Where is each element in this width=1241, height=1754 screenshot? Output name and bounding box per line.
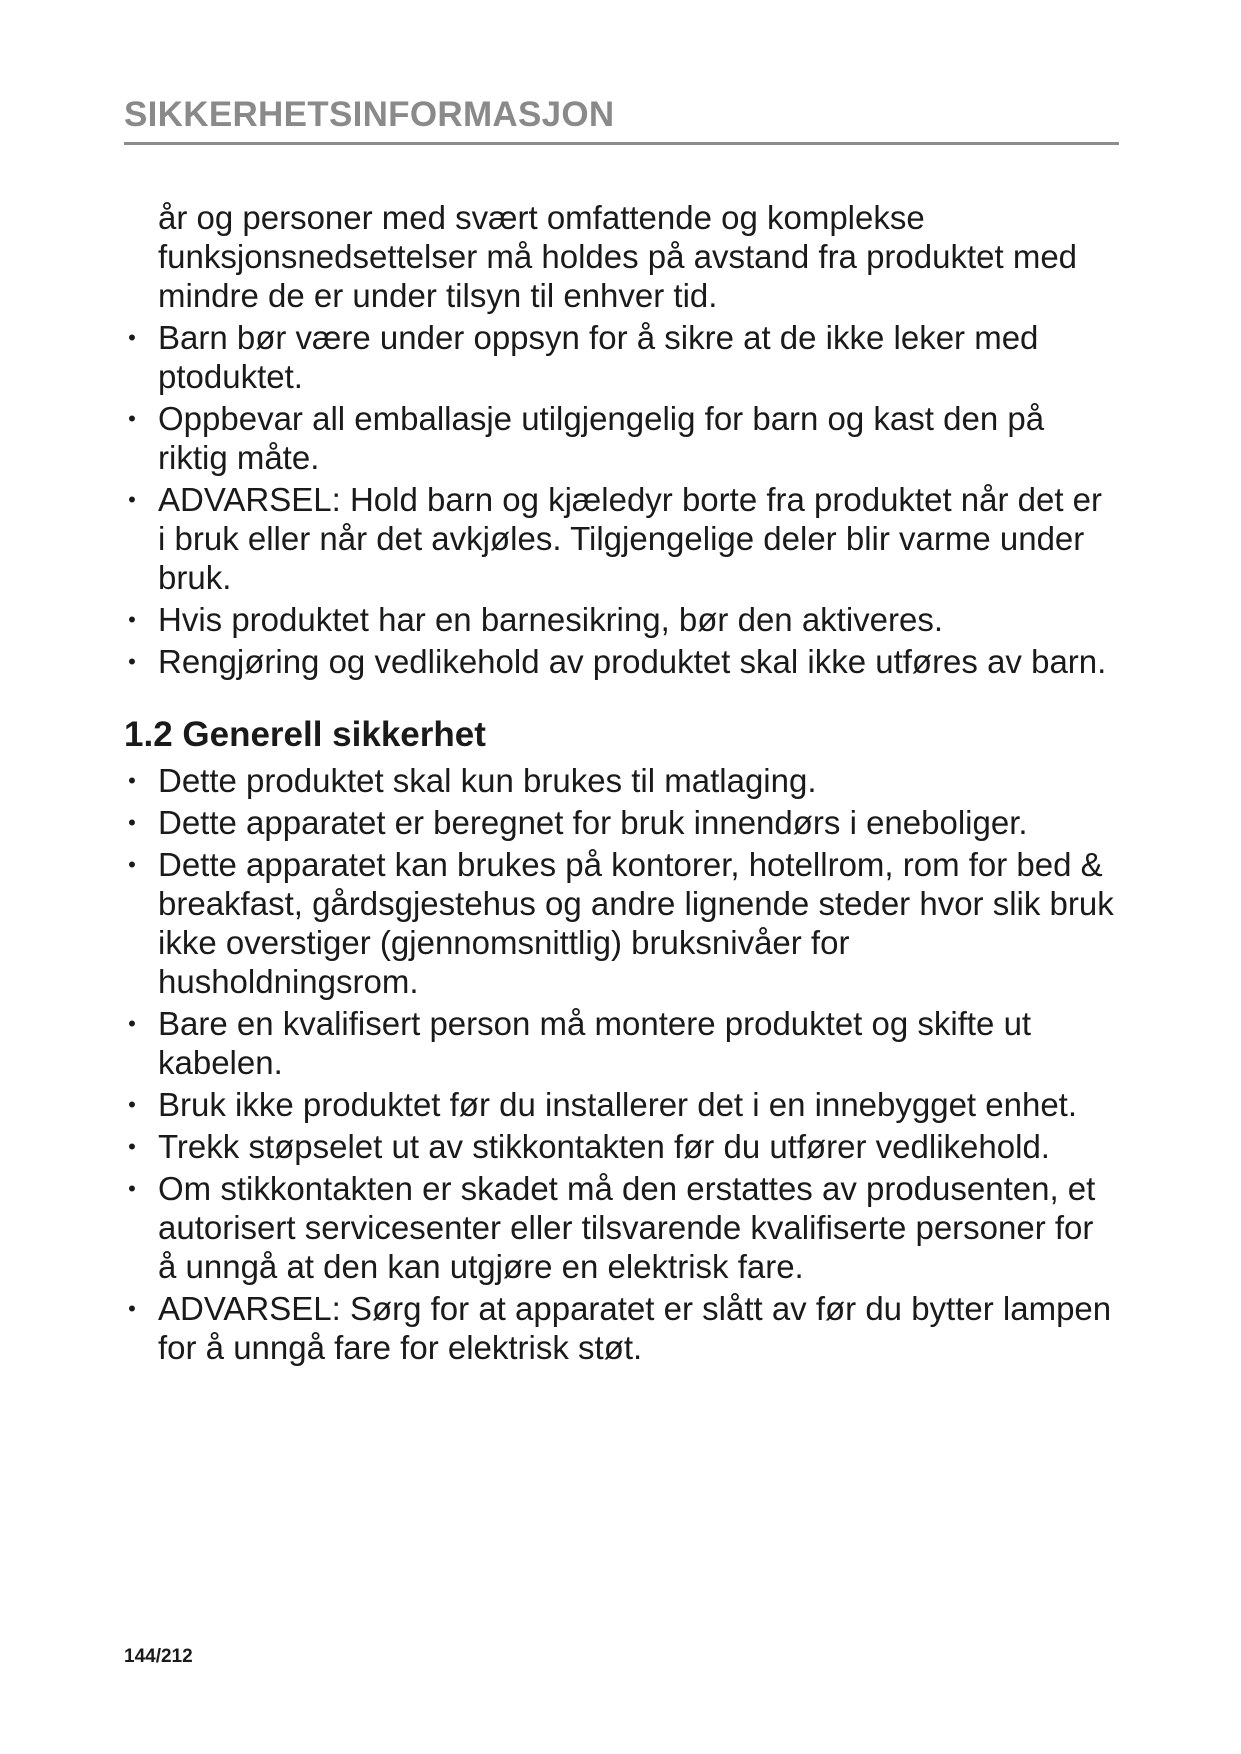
bullet-icon: • xyxy=(128,768,136,793)
bullet-icon: • xyxy=(128,1092,136,1117)
list-item-text: ADVARSEL: Sørg for at apparatet er slått av før du bytter lampen for å unngå fare for elektrisk støt. xyxy=(158,1290,1112,1366)
list-item-text: Hvis produktet har en barnesikring, bør den aktiveres. xyxy=(158,601,944,638)
list-item xyxy=(124,1004,1114,1082)
bullet-icon: • xyxy=(128,649,136,674)
bullet-icon: • xyxy=(128,487,136,512)
bullet-icon: • xyxy=(128,607,136,632)
page-number: 144/212 xyxy=(124,1646,193,1667)
list-item-text: ADVARSEL: Hold barn og kjæledyr borte fra produktet når det er i bruk eller når det avkjøles. Tilgjengelige deler blir varme under bruk. xyxy=(158,481,1103,596)
list-item-text: Bruk ikke produktet før du installerer det i en innebygget enhet. xyxy=(158,1086,1078,1123)
document-body xyxy=(124,198,1114,1367)
list-item xyxy=(124,600,1114,639)
list-item-text: Om stikkontakten er skadet må den erstattes av produsenten, et autorisert servicesenter eller tilsvarende kvalifiserte personer for å unngå at den kan utgjøre en elektrisk fare. xyxy=(158,1170,1096,1285)
list-item-text: Bare en kvalifisert person må montere produktet og skifte ut kabelen. xyxy=(158,1005,1032,1081)
list-item xyxy=(124,318,1114,396)
bullet-icon: • xyxy=(128,810,136,835)
list-item xyxy=(124,642,1114,681)
section-heading: 1.2 Generell sikkerhet xyxy=(124,715,486,754)
list-item-text: Oppbevar all emballasje utilgjengelig for barn og kast den på riktig måte. xyxy=(158,400,1045,476)
bullet-icon: • xyxy=(128,1296,136,1321)
list-item-text: Dette produktet skal kun brukes til matlaging. xyxy=(158,762,817,799)
list-item-text: Barn bør være under oppsyn for å sikre at de ikke leker med ptoduktet. xyxy=(158,319,1039,395)
bullet-icon: • xyxy=(128,406,136,431)
list-item xyxy=(124,845,1114,1001)
list-item xyxy=(124,1289,1114,1367)
list-item xyxy=(124,480,1114,597)
list-item xyxy=(124,803,1114,842)
intro-continuation: år og personer med svært omfattende og komplekse funksjonsnedsettelser må holdes på avstand fra produktet med mindre de er under tilsyn til enhver tid. xyxy=(158,199,1078,314)
bullet-icon: • xyxy=(128,1011,136,1036)
bullet-icon: • xyxy=(128,852,136,877)
header-divider xyxy=(124,142,1119,145)
child-safety-list xyxy=(124,318,1114,681)
list-item xyxy=(124,399,1114,477)
list-item-text: Dette apparatet er beregnet for bruk innendørs i eneboliger. xyxy=(158,804,1028,841)
list-item xyxy=(124,1169,1114,1286)
list-item xyxy=(124,761,1114,800)
general-safety-list xyxy=(124,761,1114,1367)
list-item-text: Dette apparatet kan brukes på kontorer, hotellrom, rom for bed & breakfast, gårdsgjestehus og andre lignende steder hvor slik bruk ikke overstiger (gjennomsnittlig) bruksnivåer for husholdningsrom. xyxy=(158,846,1114,1000)
bullet-icon: • xyxy=(128,1176,136,1201)
header-title: SIKKERHETSINFORMASJON xyxy=(124,95,615,134)
bullet-icon: • xyxy=(128,325,136,350)
list-item xyxy=(124,1085,1114,1124)
page-header xyxy=(124,92,1119,145)
list-item xyxy=(124,1127,1114,1166)
bullet-icon: • xyxy=(128,1134,136,1159)
list-item-text: Rengjøring og vedlikehold av produktet skal ikke utføres av barn. xyxy=(158,643,1107,680)
list-item-text: Trekk støpselet ut av stikkontakten før du utfører vedlikehold. xyxy=(158,1128,1050,1165)
